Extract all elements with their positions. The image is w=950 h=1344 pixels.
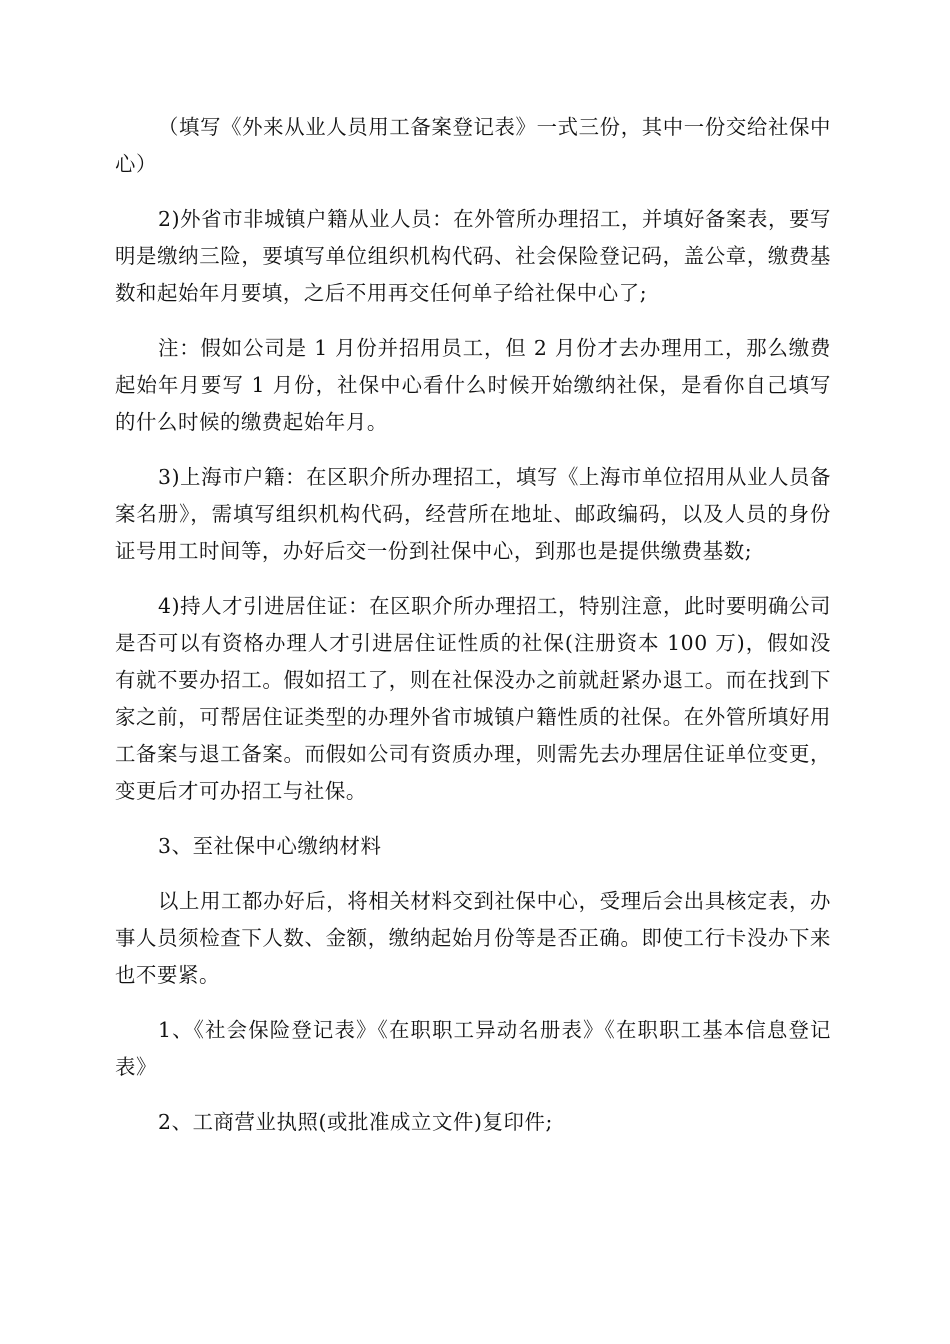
paragraph-non-urban-workers: 2)外省市非城镇户籍从业人员：在外管所办理招工，并填好备案表，要写明是缴纳三险，要填写单位组织机构代码、社会保险登记码，盖公章，缴费基数和起始年月要填，之后不用再交任何单子给社保中心了;	[115, 207, 831, 305]
list-item-business-license: 2、工商营业执照(或批准成立文件)复印件;	[158, 1110, 553, 1134]
section-heading-materials: 3、至社保中心缴纳材料	[158, 834, 382, 858]
list-item-forms: 1、《社会保险登记表》《在职职工异动名册表》《在职职工基本信息登记表》	[115, 1018, 831, 1079]
paragraph-talent-residence-permit: 4)持人才引进居住证：在区职介所办理招工，特别注意，此时要明确公司是否可以有资格办理人才引进居住证性质的社保(注册资本 100 万)，假如没有就不要办招工。假如招工了，则在社保没办之前就赶紧办退工。而在找到下家之前，可帮居住证类型的办理外省市城镇户籍性质的社保。在外管所填好用工备案与退工备案。而假如公司有资质办理，则需先去办理居住证单位变更，变更后才可办招工与社保。	[115, 594, 831, 803]
paragraph-start-date-note: 注：假如公司是 1 月份并招用员工，但 2 月份才去办理用工，那么缴费起始年月要写 1 月份，社保中心看什么时候开始缴纳社保，是看你自己填写的什么时候的缴费起始年月。	[115, 336, 831, 434]
document-body	[115, 109, 831, 1159]
paragraph-submit-materials: 以上用工都办好后，将相关材料交到社保中心，受理后会出具核定表，办事人员须检查下人数、金额，缴纳起始月份等是否正确。即使工行卡没办下来也不要紧。	[115, 889, 831, 987]
paragraph-shanghai-residents: 3)上海市户籍：在区职介所办理招工，填写《上海市单位招用从业人员备案名册》，需填写组织机构代码，经营所在地址、邮政编码，以及人员的身份证号用工时间等，办好后交一份到社保中心，到那也是提供缴费基数;	[115, 465, 831, 563]
paragraph-registration-note: （填写《外来从业人员用工备案登记表》一式三份，其中一份交给社保中心）	[115, 115, 831, 176]
